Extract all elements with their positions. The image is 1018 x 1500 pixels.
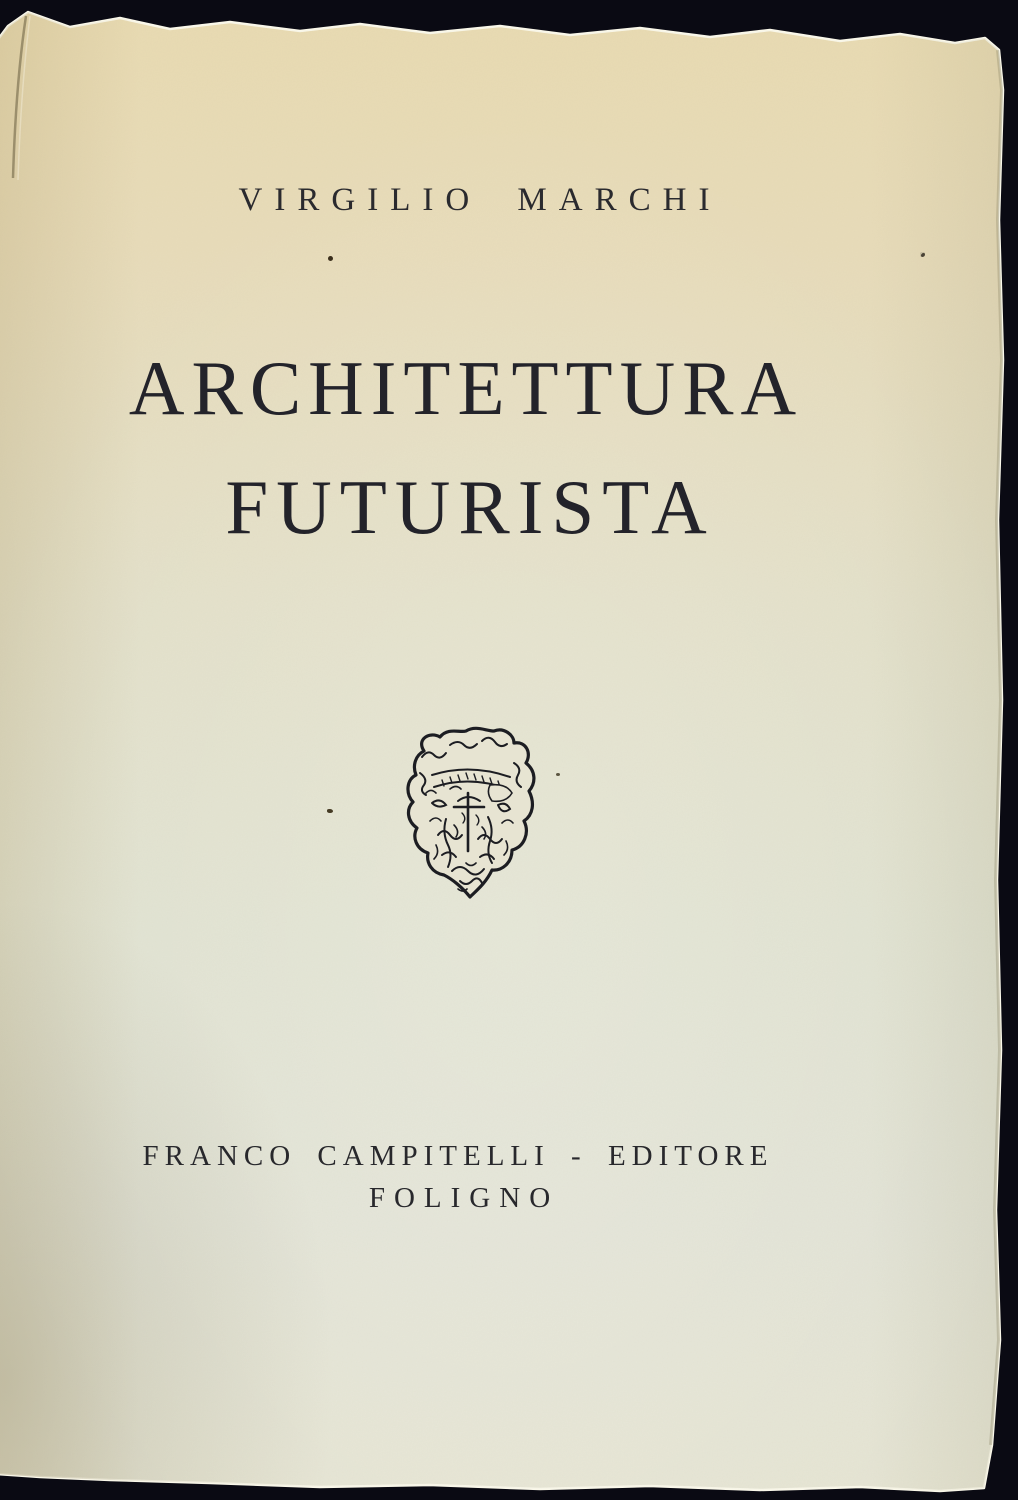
publisher-device-emblem [402, 723, 540, 901]
paper-speck [328, 256, 333, 261]
paper-speck [327, 809, 333, 813]
book-title-line-1: ARCHITETTURA [128, 345, 804, 431]
book-title-line-2: FUTURISTA [225, 464, 715, 550]
publisher-imprint: FRANCO CAMPITELLI - EDITORE [142, 1140, 774, 1172]
paper-speck [556, 773, 560, 776]
paper-speck [920, 252, 925, 257]
publisher-city: FOLIGNO [368, 1182, 560, 1214]
author-name: VIRGILIO MARCHI [238, 182, 722, 218]
